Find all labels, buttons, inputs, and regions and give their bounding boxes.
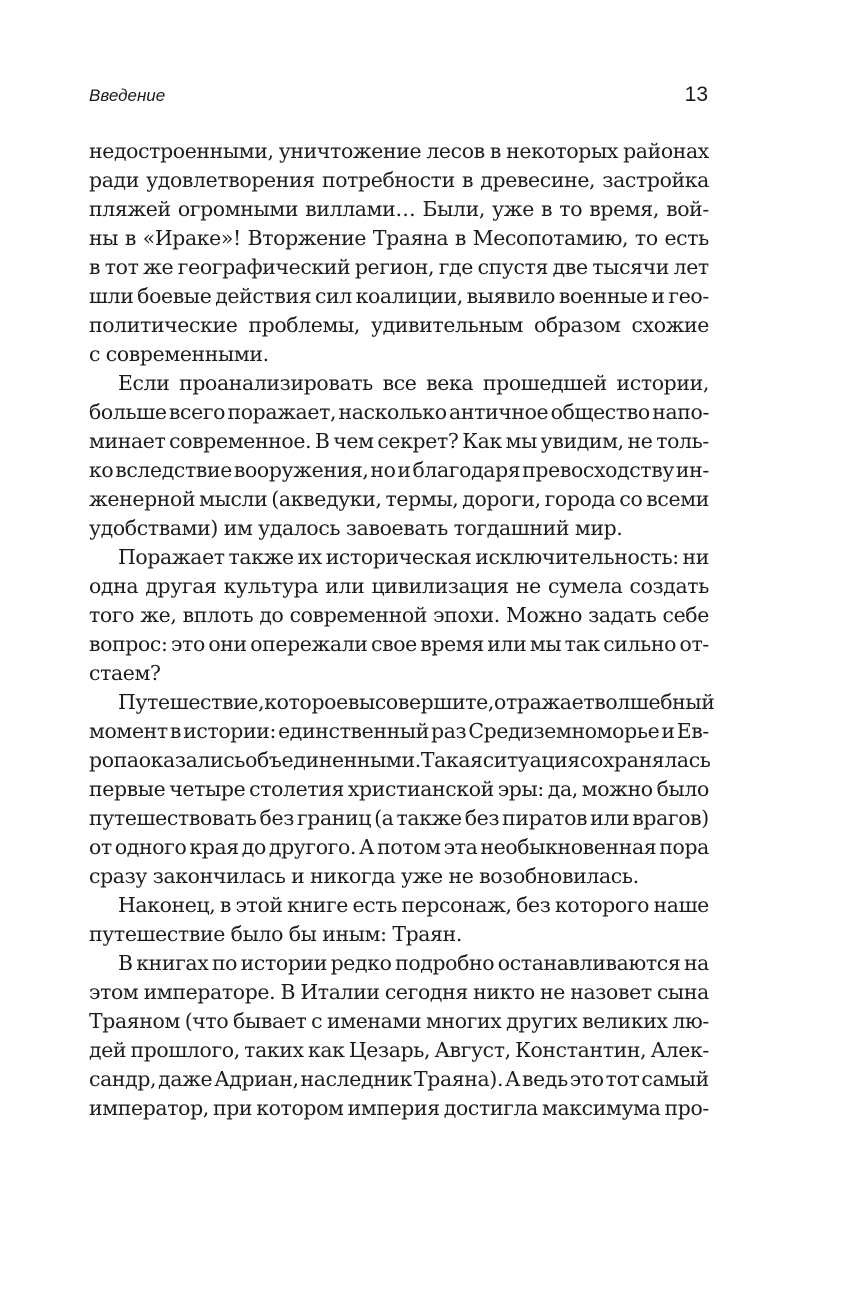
text-line: Путешествие, которое вы совершите, отражает волшебный [118,690,715,714]
text-line: путешествие было бы иным: Траян. [89,922,462,946]
text-line: одна другая культура или цивилизация не сумела создать [89,574,709,598]
body-text [89,137,715,1123]
text-line: больше всего поражает, насколько античное общество напо- [89,400,709,424]
text-line: удобствами) им удалось завоевать тогдашний мир. [89,516,623,540]
text-line: сразу закончилась и никогда уже не возобновилась. [89,864,639,888]
text-line: недостроенными, уничтожение лесов в некоторых районах [89,139,709,163]
text-line: в тот же географический регион, где спустя две тысячи лет [89,255,709,279]
text-line: ропа оказались объединенными. Такая ситуация сохранялась [89,748,711,772]
text-line: ради удовлетворения потребности в древесине, застройка [89,168,709,192]
text-line: Если проанализировать все века прошедшей истории, [118,371,709,395]
text-line: пляжей огромными виллами… Были, уже в то время, вой- [89,197,709,221]
text-line: с современными. [89,342,269,366]
text-line: первые четыре столетия христианской эры: да, можно было [89,777,709,801]
text-line: ко вследствие вооружения, но и благодаря превосходству ин- [89,458,709,482]
text-line: дей прошлого, таких как Цезарь, Август, Константин, Алек- [89,1038,709,1062]
text-line: сандр, даже Адриан, наследник Траяна). А ведь это тот самый [89,1067,709,1091]
text-line: император, при котором империя достигла максимума про- [89,1096,709,1120]
text-line: этом императоре. В Италии сегодня никто не назовет сына [89,980,709,1004]
text-line: В книгах по истории редко подробно останавливаются на [118,951,709,975]
text-line: от одного края до другого. А потом эта необыкновенная пора [89,835,709,859]
text-line: того же, вплоть до современной эпохи. Можно задать себе [89,603,709,627]
text-line: стаем? [89,661,161,685]
text-line: Траяном (что бывает с именами многих других великих лю- [89,1009,709,1033]
text-line: ны в «Ираке»! Вторжение Траяна в Месопотамию, то есть [89,226,709,250]
text-line: Наконец, в этой книге есть персонаж, без которого наше [118,893,709,917]
text-line: Поражает также их историческая исключительность: ни [118,545,709,569]
text-line: минает современное. В чем секрет? Как мы увидим, не толь- [89,429,709,453]
page-number: 13 [684,83,708,106]
text-line: момент в истории: единственный раз Средиземноморье и Ев- [89,719,709,743]
text-line: шли боевые действия сил коалиции, выявило военные и гео- [89,284,709,308]
text-line: вопрос: это они опережали свое время или мы так сильно от- [89,632,709,656]
running-head: Введение [89,86,166,105]
text-line: путешествовать без границ (а также без пиратов или врагов) [89,806,709,830]
text-line: женерной мысли (акведуки, термы, дороги, города со всеми [89,487,709,511]
text-line: политические проблемы, удивительным образом схожие [89,313,709,337]
